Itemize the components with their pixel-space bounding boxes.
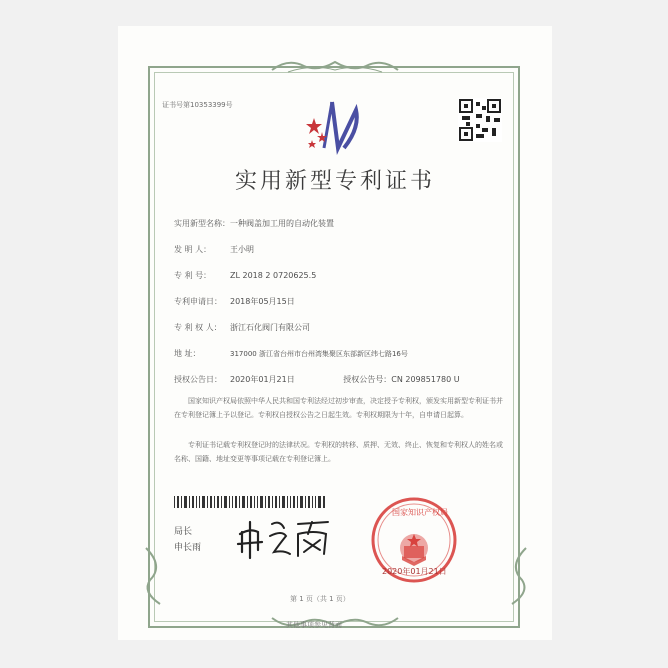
seal-text: 国家知识产权局 <box>392 508 448 517</box>
field-label: 地 址： <box>174 349 201 358</box>
director-title: 局长 <box>174 527 193 537</box>
field-value: 一种阀盖加工用的自动化装置 <box>230 219 334 228</box>
field-value: 2018年05月15日 <box>230 297 295 306</box>
field-utility-model-name <box>174 218 334 229</box>
field-label: 发 明 人： <box>174 245 212 254</box>
field-extra-value: CN 209851780 U <box>391 375 460 384</box>
field-application-date <box>174 296 295 307</box>
field-extra-label: 授权公告号： <box>343 375 392 384</box>
director-name-printed: 申长雨 <box>174 543 202 553</box>
field-value: 317000 浙江省台州市台州湾集聚区东部新区纬七路16号 <box>230 350 408 358</box>
barcode-icon <box>174 496 326 508</box>
field-patent-number <box>174 270 316 281</box>
field-value: ZL 2018 2 0720625.5 <box>230 271 317 280</box>
qr-code-icon <box>458 98 502 142</box>
field-label: 专 利 权 人： <box>174 323 222 332</box>
director-signature-icon <box>236 514 332 560</box>
field-value: 王小明 <box>230 245 254 254</box>
field-label: 授权公告日： <box>174 375 222 384</box>
certificate-number: 证书号第10353399号 <box>162 101 233 109</box>
field-label: 实用新型名称： <box>174 219 230 228</box>
top-ornament-icon <box>268 56 402 76</box>
right-ornament-icon <box>502 546 532 606</box>
certificate-page <box>118 26 552 640</box>
field-grant-date <box>174 374 460 385</box>
paragraph-grant: 国家知识产权局依照中华人民共和国专利法经过初步审查，决定授予专利权，颁发实用新型专利证书并在专利登记簿上予以登记。专利权自授权公告之日起生效。专利权期限为十年，自申请日起算。 <box>174 397 503 419</box>
field-label: 专利申请日： <box>174 297 222 306</box>
field-label: 专 利 号： <box>174 271 212 280</box>
certificate-title: 实用新型专利证书 <box>234 169 435 194</box>
left-ornament-icon <box>140 546 170 606</box>
back-note: 其他事项参见背面 <box>286 621 342 629</box>
seal-date: 2020年01月21日 <box>382 567 447 576</box>
field-value: 2020年01月21日 <box>230 375 295 384</box>
field-value: 浙江石化阀门有限公司 <box>230 323 310 332</box>
paragraph-legal-status: 专利证书记载专利权登记时的法律状况。专利权的转移、质押、无效、终止、恢复和专利权人的姓名或名称、国籍、地址变更等事项记载在专利登记簿上。 <box>174 441 503 463</box>
cnipa-logo-icon <box>304 98 370 158</box>
page-number: 第 1 页（共 1 页） <box>290 595 350 603</box>
field-inventor <box>174 244 254 255</box>
field-patentee <box>174 322 310 333</box>
field-address <box>174 348 408 359</box>
